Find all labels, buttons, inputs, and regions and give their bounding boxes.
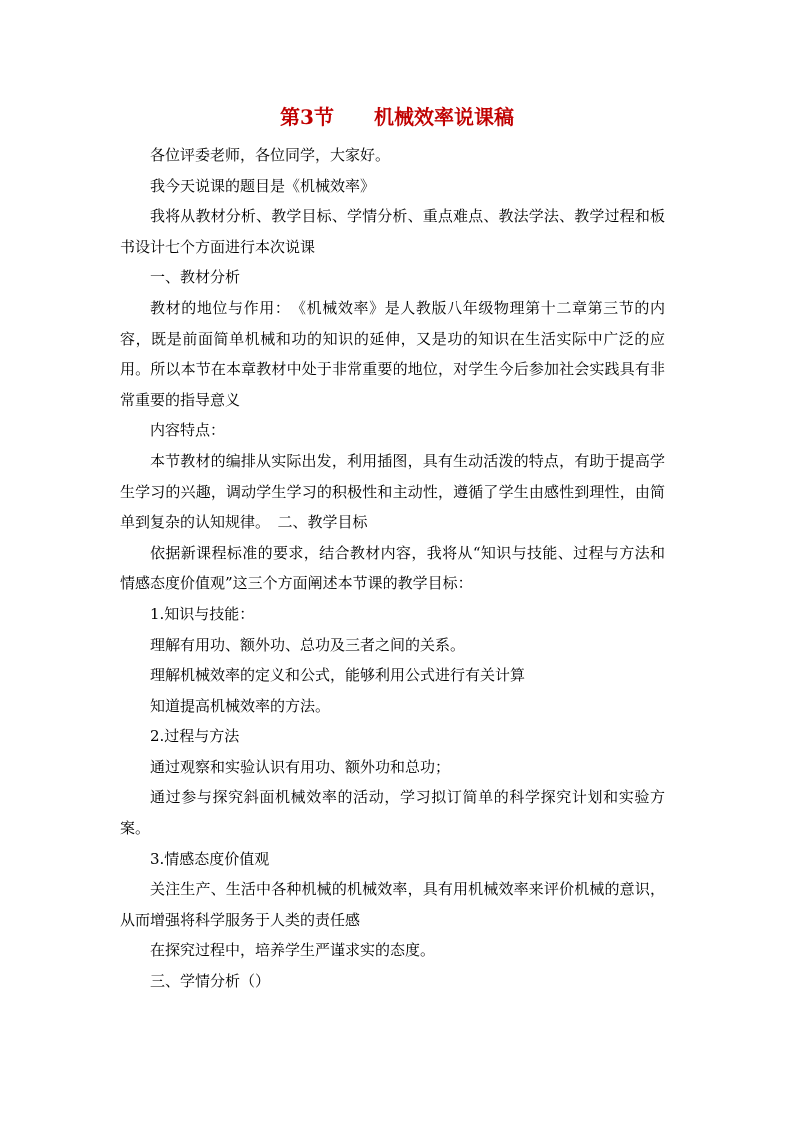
paragraph-textbook-role: 教材的地位与作用： 《机械效率》是人教版八年级物理第十二章第三节的内容，既是前面简单机械和功的知识的延伸，又是功的知识在生活实际中广泛的应用。所以本节在本章教材中处于非常重要的地位，对学生今后参加社会实践具有非常重要的指导意义 bbox=[120, 298, 665, 409]
list-item: 通过观察和实验认识有用功、额外功和总功； bbox=[150, 757, 451, 776]
list-item: 在探究过程中，培养学生严谨求实的态度。 bbox=[150, 941, 436, 960]
heading-knowledge-skills: 1.知识与技能： bbox=[150, 604, 255, 623]
list-item: 关注生产、生活中各种机械的机械效率，具有用机械效率来评价机械的意识，从而增强将科学服务于人类的责任感 bbox=[120, 880, 665, 929]
document-title bbox=[120, 102, 674, 132]
paragraph-content-features-label: 内容特点： bbox=[150, 421, 226, 440]
list-item: 理解机械效率的定义和公式，能够利用公式进行有关计算 bbox=[150, 666, 526, 685]
heading-textbook-analysis: 一、教材分析 bbox=[150, 268, 241, 287]
heading-student-analysis: 三、学情分析（） bbox=[150, 972, 271, 991]
paragraph-goals-intro: 依据新课程标准的要求，结合教材内容，我将从“知识与技能、过程与方法和情感态度价值观”这三个方面阐述本节课的教学目标： bbox=[120, 543, 665, 593]
document-body bbox=[120, 140, 665, 997]
title-section: 第3节 bbox=[280, 105, 334, 129]
paragraph-greeting: 各位评委老师，各位同学，大家好。 bbox=[150, 146, 391, 164]
paragraph-outline: 我将从教材分析、教学目标、学情分析、重点难点、教法学法、教学过程和板书设计七个方面进行本次说课 bbox=[120, 207, 665, 256]
title-name: 机械效率说课稿 bbox=[373, 105, 514, 129]
heading-process-methods: 2.过程与方法 bbox=[150, 727, 240, 746]
heading-attitudes-values: 3.情感态度价值观 bbox=[150, 849, 270, 868]
list-item: 理解有用功、额外功、总功及三者之间的关系。 bbox=[150, 635, 466, 654]
paragraph-content-features: 本节教材的编排从实际出发，利用插图，具有生动活泼的特点，有助于提高学生学习的兴趣，调动学生学习的积极性和主动性，遵循了学生由感性到理性，由简单到复杂的认知规律。 二、教学目标 bbox=[120, 451, 665, 532]
paragraph-topic: 我今天说课的题目是《机械效率》 bbox=[150, 176, 376, 195]
list-item: 通过参与探究斜面机械效率的活动，学习拟订简单的科学探究计划和实验方案。 bbox=[120, 788, 665, 838]
list-item: 知道提高机械效率的方法。 bbox=[150, 696, 331, 715]
